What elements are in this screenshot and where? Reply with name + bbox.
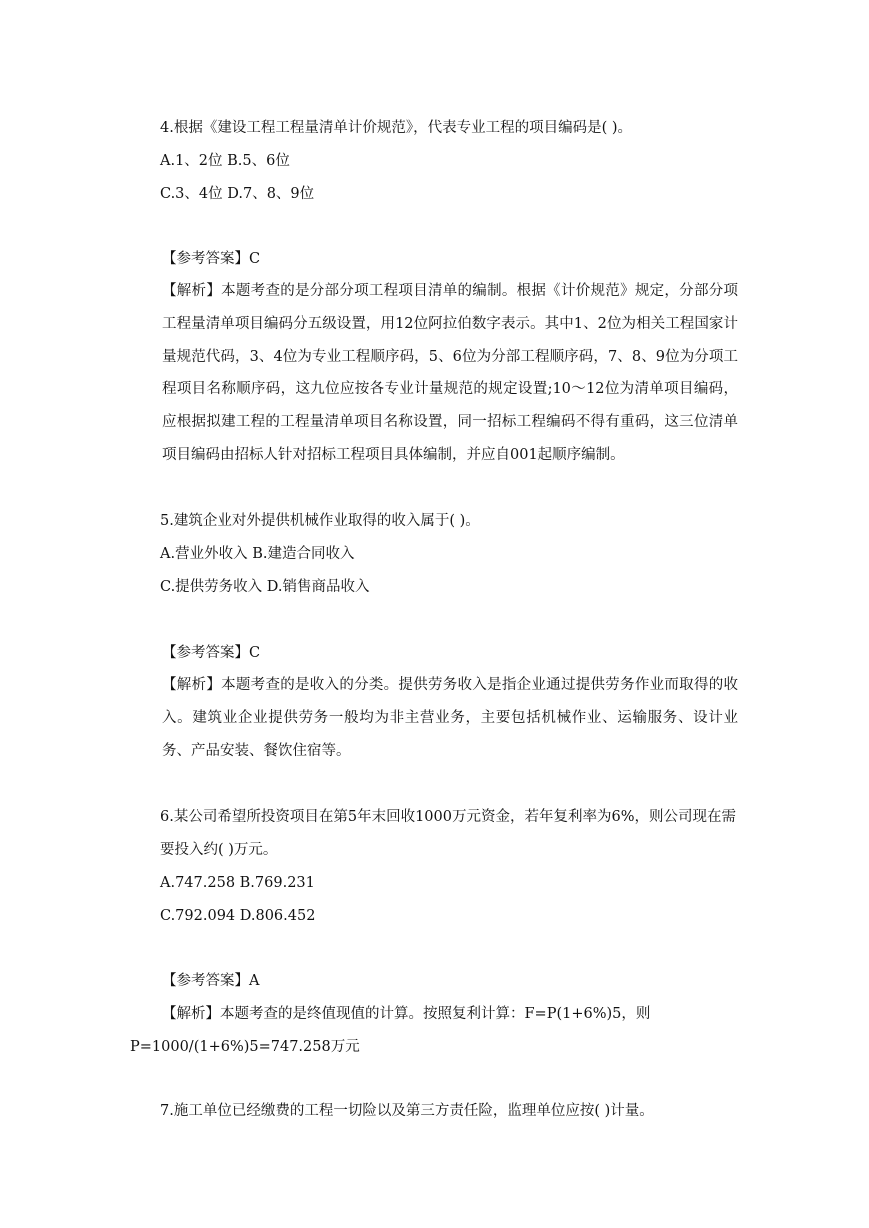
question-7-stem: 7.施工单位已经缴费的工程一切险以及第三方责任险，监理单位应按( )计量。 <box>160 1103 654 1119</box>
question-6-analysis-line2: P=1000/(1+6%)5=747.258万元 <box>130 1039 360 1055</box>
question-5-options-ab: A.营业外收入 B.建造合同收入 <box>160 546 355 562</box>
analysis-text: 本题考查的是分部分项工程项目清单的编制。根据《计价规范》规定，分部分项工程量清单项目编码分五级设置，用12位阿拉伯数字表示。其中1、2位为相关工程国家计量规范代码，3、4位为专业工程顺序码，5、6位为分部工程顺序码，7、8、9位为分项工程项目名称顺序码，这九位应按各专业计量规范的规定设置;10～12位为清单项目编码，应根据拟建工程的工程量清单项目名称设置，同一招标工程编码不得有重码，这三位清单项目编码由招标人针对招标工程项目具体编制，并应自001起顺序编制。 <box>162 283 739 463</box>
analysis-label: 【解析】 <box>162 283 222 299</box>
question-4-answer: 【参考答案】C <box>162 251 261 267</box>
analysis-label: 【解析】 <box>162 677 222 693</box>
question-6-answer: 【参考答案】A <box>162 973 260 989</box>
question-5-answer: 【参考答案】C <box>162 645 261 661</box>
question-4-analysis <box>162 275 738 472</box>
question-5-analysis <box>162 669 738 767</box>
question-6-analysis-line1: 【解析】本题考查的是终值现值的计算。按照复利计算：F=P(1+6%)5，则 <box>162 1006 651 1022</box>
analysis-text: 本题考查的是收入的分类。提供劳务收入是指企业通过提供劳务作业而取得的收入。建筑业企业提供劳务一般均为非主营业务，主要包括机械作业、运输服务、设计业务、产品安装、餐饮住宿等。 <box>162 677 739 759</box>
question-6-options-ab: A.747.258 B.769.231 <box>160 875 315 891</box>
question-5-options-cd: C.提供劳务收入 D.销售商品收入 <box>160 579 370 595</box>
question-6-stem: 6.某公司希望所投资项目在第5年末回收1000万元资金，若年复利率为6%，则公司现在需要投入约( )万元。 <box>160 809 736 858</box>
question-4-options-cd: C.3、4位 D.7、8、9位 <box>160 186 315 202</box>
question-5-stem: 5.建筑企业对外提供机械作业取得的收入属于( )。 <box>160 513 480 529</box>
question-4-options-ab: A.1、2位 B.5、6位 <box>160 153 290 169</box>
question-4-stem: 4.根据《建设工程工程量清单计价规范》，代表专业工程的项目编码是( )。 <box>160 120 633 136</box>
question-6-options-cd: C.792.094 D.806.452 <box>160 908 316 924</box>
